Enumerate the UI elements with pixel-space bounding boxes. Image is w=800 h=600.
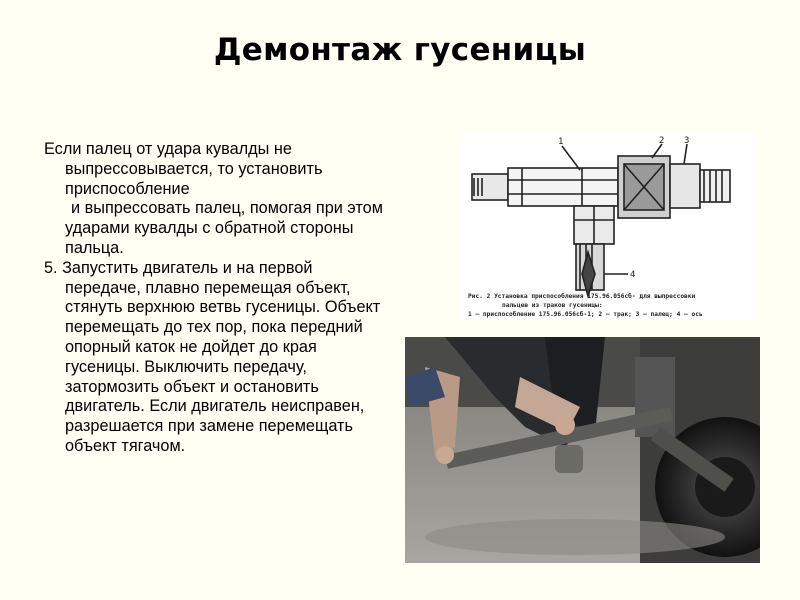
figure-caption-line-3: 1 — приспособление 175.96.056сб-1; 2 — трак; 3 — палец; 4 — ось — [468, 311, 703, 318]
callout-1: 1 — [558, 137, 564, 147]
callout-2: 2 — [659, 136, 665, 146]
callout-4: 4 — [630, 270, 636, 280]
workshop-photo-image — [405, 337, 760, 563]
paragraph-2: и выпрессовать палец, помогая при этом ударами кувалды с обратной стороны пальца. — [65, 199, 383, 257]
tool-diagram — [462, 134, 756, 320]
workshop-photo — [405, 337, 760, 563]
body-text — [44, 140, 389, 457]
callout-3: 3 — [684, 136, 690, 146]
paragraph-step-5: 5. Запустить двигатель и на первой передаче, плавно перемещая объект, стянуть верхнюю ветвь гусеницы. Объект перемещать до тех пор, пока передний опорный каток не дойдет до края гусеницы. Выключить передачу, затормозить объект и остановить двигатель. Если двигатель неисправен, разрешается при замене перемещать объект тягачом. — [44, 258, 381, 455]
tool-diagram-figure — [462, 134, 756, 320]
slide-title: Демонтаж гусеницы — [213, 32, 587, 68]
paragraph-1: Если палец от удара кувалды не выпрессовывается, то установить приспособление — [44, 140, 323, 198]
figure-caption-line-1: Рис. 2 Установка приспособления 175.96.056сб- для выпрессовки — [468, 293, 696, 300]
figure-caption-line-2: пальцев из траков гусеницы: — [502, 302, 603, 309]
